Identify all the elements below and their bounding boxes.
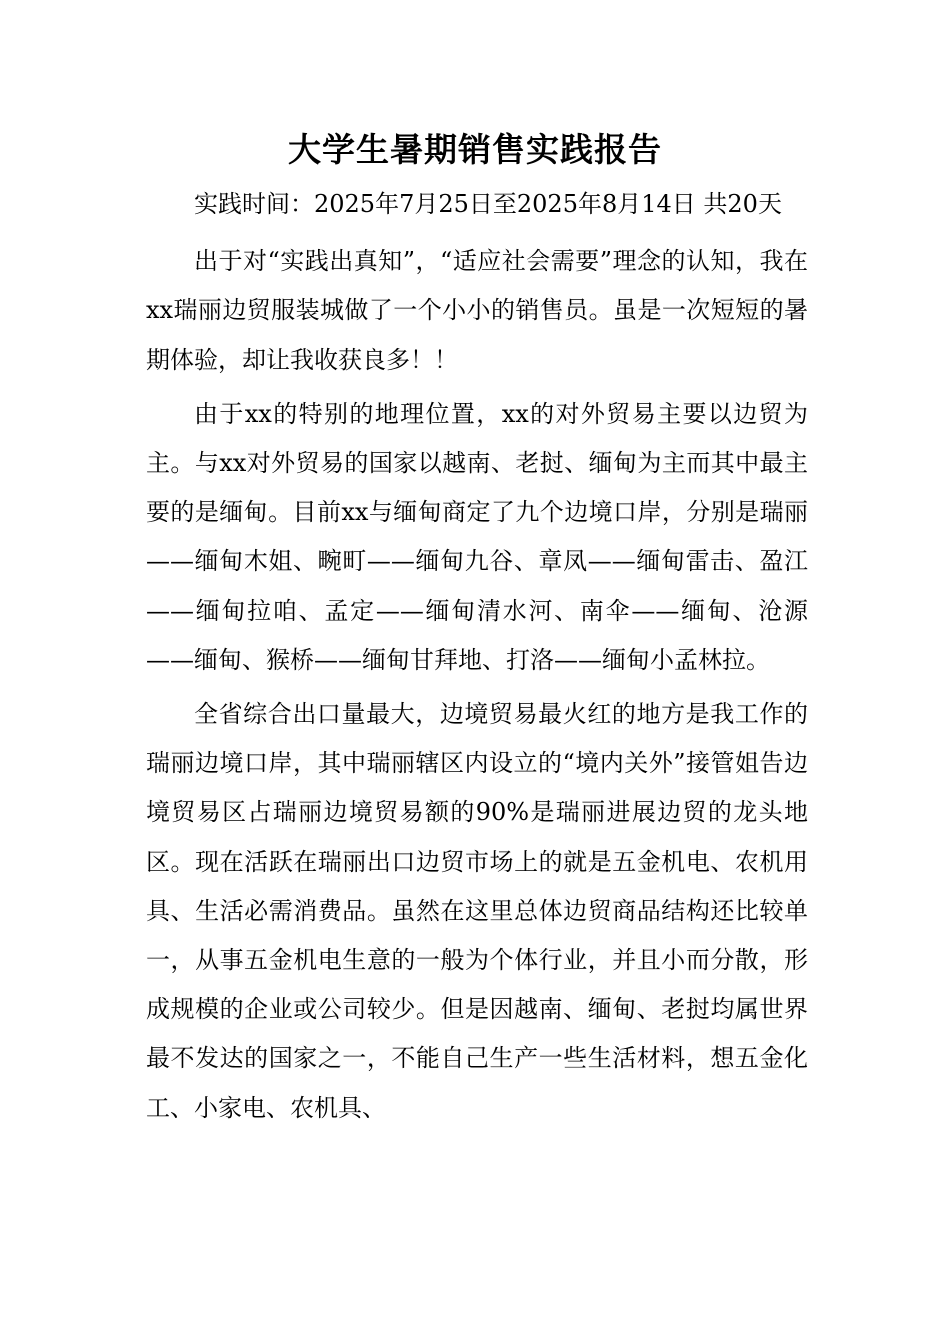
practice-period-paragraph: 实践时间：2025年7月25日至2025年8月14日 共20天 [194, 190, 782, 218]
intro-paragraph: 出于对“实践出真知”，“适应社会需要”理念的认知，我在xx瑞丽边贸服装城做了一个小小的销售员。虽是一次短短的暑期体验，却让我收获良多！！ [146, 247, 808, 374]
border-trade-paragraph: 由于xx的特别的地理位置，xx的对外贸易主要以边贸为主。与xx对外贸易的国家以越南、老挝、缅甸为主而其中最主要的是缅甸。目前xx与缅甸商定了九个边境口岸，分别是瑞丽——缅甸木姐、畹町——缅甸九谷、章凤——缅甸雷击、盈江——缅甸拉咱、孟定——缅甸清水河、南伞——缅甸、沧源——缅甸、猴桥——缅甸甘拜地、打洛——缅甸小孟林拉。 [146, 399, 808, 674]
ruili-port-paragraph: 全省综合出口量最大，边境贸易最火红的地方是我工作的瑞丽边境口岸，其中瑞丽辖区内设立的“境内关外”接管姐告边境贸易区占瑞丽边境贸易额的90%是瑞丽进展边贸的龙头地区。现在活跃在瑞丽出口边贸市场上的就是五金机电、农机用具、生活必需消费品。虽然在这里总体边贸商品结构还比较单一，从事五金机电生意的一般为个体行业，并且小而分散，形成规模的企业或公司较少。但是因越南、缅甸、老挝均属世界最不发达的国家之一，不能自己生产一些生活材料，想五金化工、小家电、农机具、 [146, 700, 808, 1122]
document-body [146, 180, 808, 1133]
document-title: 大学生暑期销售实践报告 [288, 130, 662, 169]
